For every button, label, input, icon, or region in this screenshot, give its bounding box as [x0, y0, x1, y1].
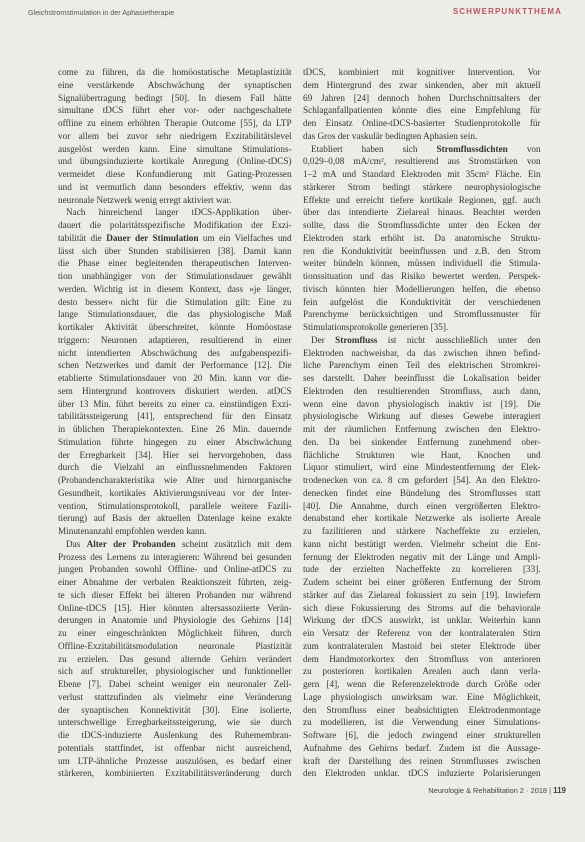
paragraph	[58, 66, 292, 206]
line-text: ausgelöst werden kann. Eine simultane Stimulations-	[58, 143, 292, 154]
line-text: ren die Konduktivität beeinflussen und z.B. den Strom	[303, 245, 541, 256]
line-text: gern [4], wenn die Referenzelektrode durch Größe oder	[303, 679, 541, 689]
text-line	[58, 474, 292, 487]
line-text: zu einer eingeschränkten Möglichkeit führen, durch	[58, 628, 292, 638]
line-text: kraft der Darstellung des reinen Stromflusses zwischen	[303, 755, 541, 766]
line-text: vermeidet diese Konfundierung mit Gating-Prozessen	[58, 169, 292, 179]
text-line	[303, 678, 541, 691]
line-text: stärkerer Strom bedingt stärkere neurophysiologische	[303, 181, 541, 192]
text-line	[58, 449, 292, 462]
text-line	[58, 500, 292, 513]
text-line	[58, 219, 292, 232]
line-text: weiter bündeln können, müssen individuell die Stimula-	[303, 258, 541, 269]
line-text: dem Handmotorkortex den Stromfluss von anterioren	[303, 653, 541, 664]
text-line	[303, 257, 541, 270]
line-text: Wirkung der tDCS auswirkt, ist unklar. Weiterhin kann	[303, 615, 541, 626]
line-text: eine verstärkende Abschwächung der synaptischen	[58, 79, 292, 90]
line-text: zu modellieren, ist die Verwendung einer Simulations-	[303, 717, 541, 728]
line-text: Schlaganfallpatienten könnte dies eine Empfehlung für	[303, 105, 541, 116]
text-line	[58, 130, 292, 143]
text-line	[303, 474, 541, 487]
text-line	[58, 653, 292, 666]
line-text: durch die Vielzahl an einflussnehmenden Faktoren	[58, 462, 292, 473]
line-text: Stimulationsprotokolle generieren [35].	[303, 322, 449, 332]
line-text: Software [6], die jedoch zwingend einer strukturellen	[303, 730, 541, 740]
line-text: zu erzielen. Das gesund alternde Gehirn verändert	[58, 653, 292, 664]
text-line	[303, 729, 541, 742]
text-line	[58, 767, 292, 780]
text-line	[58, 512, 292, 525]
text-line	[58, 614, 292, 627]
text-line	[58, 385, 292, 398]
line-text: dem Hintergrund des zwar sinkenden, aber mit aktuell	[303, 79, 541, 90]
line-text: denabstand eher kortikale Netzwerke als isolierte Areale	[303, 513, 541, 524]
line-text: Parenchyme berücksichtigen und Stromflussmuster für	[303, 309, 541, 320]
text-line	[303, 410, 541, 423]
line-text: 69 Jahren [24] dennoch hohen Durchschnittsalters der	[303, 92, 541, 103]
text-line	[303, 206, 541, 219]
text-line	[303, 359, 541, 372]
text-line	[58, 704, 292, 717]
line-text: lässt sich über Stunden stabilisieren [38]. Damit kann	[58, 245, 292, 256]
text-line	[58, 257, 292, 270]
text-line	[58, 372, 292, 385]
text-line	[58, 551, 292, 564]
text-line	[58, 436, 292, 449]
text-line	[58, 92, 292, 105]
line-text: in üblichen Therapiekontexten. Eine 26 Min. dauernde	[58, 424, 292, 434]
line-text: den Einsatz Online-tDCS-basierter Studienprotokolle für	[303, 118, 541, 128]
emphasis-term: Dauer der Stimulation	[106, 232, 199, 243]
line-text: Nach hinreichend langer tDCS-Applikation über-	[66, 207, 292, 218]
line-text: sich auf struktureller, physiologischer und funktioneller	[58, 666, 292, 677]
line-text: tDCS, kombiniert mit kognitiver Intervention. Vor	[303, 67, 541, 77]
text-line	[303, 155, 541, 168]
line-text: unterschwellige Erregbarkeitssteigerung, wie sie durch	[58, 717, 292, 728]
line-text: denecken findet eine Bündelung des Stromflusses statt	[303, 487, 541, 498]
text-line	[303, 525, 541, 538]
line-text: Online-tDCS [15]. Hier könnten altersassoziierte Verän-	[58, 602, 292, 613]
line-text: physiologische Wirkung auf dieses Gewebe interagiert	[303, 411, 541, 422]
line-text: Elektroden stark erhöht ist. Da anatomische Struktu-	[303, 232, 541, 243]
line-text: den. Da bei sinkender Entfernung zunehmend ober-	[303, 436, 541, 447]
line-text: und ist vermutlich dann besonders effektiv, wenn das	[58, 181, 292, 192]
line-text: te sich dieser Effekt bei älteren Probanden nur während	[58, 589, 292, 600]
paragraph	[58, 538, 292, 780]
line-text	[311, 144, 541, 154]
paragraph	[303, 143, 541, 334]
text-line	[303, 219, 541, 232]
text-line	[58, 461, 292, 474]
text-line	[58, 296, 292, 309]
text-line	[303, 194, 541, 207]
text-line	[58, 538, 292, 551]
line-text: simultane tDCS führt eher vor- oder nachgeschaltete	[58, 105, 292, 116]
page-footer	[428, 786, 566, 795]
text-line	[303, 347, 541, 360]
line-text: einer Abnahme der verbalen Reaktionszeit führten, zeig-	[58, 577, 292, 587]
text-line	[303, 589, 541, 602]
running-title: Gleichstromstimulation in der Aphasietherapie	[28, 8, 175, 17]
text-line	[58, 79, 292, 92]
line-text: die Phase einer begleitenden therapeutischen Interven-	[58, 258, 292, 269]
page-number: 119	[553, 786, 566, 795]
line-text: zu posterioren kortikalen Arealen auch dann verla-	[303, 666, 541, 677]
text-line	[58, 104, 292, 117]
text-line	[303, 181, 541, 194]
text-line	[303, 691, 541, 704]
text-line	[58, 206, 292, 219]
text-line	[58, 691, 292, 704]
line-text: der synaptischen Konnektivität [30]. Eine isolierte,	[58, 704, 292, 715]
line-text: Signalübertragung bedingt [50]. In diesem Fall hätte	[58, 92, 292, 103]
line-text: die tDCS-induzierte Auslenkung des Ruhemembran-	[58, 730, 292, 740]
text-segment: Das	[66, 538, 87, 549]
text-line	[58, 423, 292, 436]
text-line	[303, 321, 541, 334]
text-line	[303, 104, 541, 117]
text-line	[303, 716, 541, 729]
text-segment: Etabliert haben sich	[311, 143, 437, 154]
text-line	[303, 500, 541, 513]
text-line	[58, 308, 292, 321]
line-text: Elektroden nachweisbar, da das zwischen ihnen befind-	[303, 347, 541, 358]
line-text: trodenecken von ca. 8 cm gefordert [54]. An den Elektro-	[303, 475, 541, 485]
text-line	[58, 232, 292, 245]
text-line	[303, 308, 541, 321]
line-text: um LTP-ähnliche Prozesse auszulösen, es bedarf einer	[58, 755, 292, 766]
line-text: neuronale Netzwerk wenig erregt aktiviert war.	[58, 194, 232, 205]
text-line	[303, 385, 541, 398]
text-line	[58, 640, 292, 653]
line-text: Prozess des Lernens zu interagieren: Während bei gesunden	[58, 551, 292, 562]
line-text: Zudem scheint bei einer größeren Entfernung der Strom	[303, 577, 541, 587]
line-text: über das intendierte Zielareal hinaus. Beachtet werden	[303, 207, 541, 218]
line-text: ein Versatz der Referenz von der kontralateralen Stirn	[303, 628, 541, 638]
line-text: sich diese Fokussierung des Stroms auf die behaviorale	[303, 602, 541, 613]
line-text: über 13 Min. führt bereits zu einer ca. einstündigen Exzi-	[58, 398, 292, 409]
text-line	[303, 79, 541, 92]
text-line	[303, 563, 541, 576]
text-segment: ist nicht ausschließlich unter den	[377, 334, 541, 345]
line-text: Elektroden den resultierenden Stromfluss, auch dann,	[303, 385, 541, 396]
text-segment: scheint zusätzlich mit dem	[175, 538, 292, 549]
line-text: fein aufgelöst die Konduktivität der verschiedenen	[303, 296, 541, 307]
text-line	[303, 538, 541, 551]
text-line	[303, 487, 541, 500]
line-text: mit der räumlichen Entfernung zwischen den Elektro-	[303, 424, 541, 434]
text-line	[303, 576, 541, 589]
line-text: jungen Probanden sowohl Offline- und Online-atDCS zu	[58, 564, 292, 575]
text-segment: von	[507, 143, 541, 154]
line-text: und übungsinduzierte kortikale Anregung (Online-tDCS)	[58, 156, 292, 167]
line-text: derungen in Anatomie und Physiologie des Gehirns [14]	[58, 615, 292, 626]
text-line	[58, 716, 292, 729]
line-text: das Gros der vaskulär bedingten Aphasien sein.	[303, 130, 478, 141]
line-text: stärker auf das Zielareal fokussiert zu sein [19]. Inwiefern	[303, 589, 541, 600]
line-text: Aufnahme des Gehirns bedarf. Zudem ist die Aussage-	[303, 742, 541, 753]
line-text: tionssituation und das Risiko bewertet werden. Perspek-	[303, 271, 541, 281]
text-line	[303, 296, 541, 309]
line-text: Minutenanzahl empfohlen werden kann.	[58, 526, 207, 536]
text-line	[303, 767, 541, 780]
line-text: der Erregbarkeit [34]. Hier sei hervorgehoben, dass	[58, 449, 292, 460]
text-line	[58, 589, 292, 602]
paragraph	[303, 66, 541, 143]
text-line	[303, 512, 541, 525]
text-line	[58, 525, 292, 538]
text-line	[303, 423, 541, 436]
text-line	[58, 66, 292, 79]
line-text: Ebene [7]. Dabei scheint weniger ein neuronaler Zell-	[58, 679, 292, 689]
text-line	[303, 372, 541, 385]
line-text: wenn eine davon physiologisch inaktiv ist [19]. Die	[303, 398, 541, 409]
line-text: tion unabhängiger von der Stimulationsdauer gewählt	[58, 271, 292, 281]
line-text: zum kontralateralen Mastoid bei steter Elektrode über	[303, 640, 541, 651]
text-line	[303, 602, 541, 615]
text-line	[303, 66, 541, 79]
text-line	[58, 359, 292, 372]
text-segment: tabilität die	[58, 232, 107, 243]
line-text: lange Stimulationsdauer, die das physiologische Maß	[58, 309, 292, 320]
text-line	[303, 232, 541, 245]
text-line	[303, 704, 541, 717]
line-text: 1–2 mA und Standard Elektroden mit 35cm² Fläche. Ein	[303, 169, 541, 179]
line-text: nicht intendierten Abschwächung des aufgabenspezifi-	[58, 347, 292, 358]
text-line	[58, 194, 292, 207]
paragraph	[58, 206, 292, 538]
text-line	[303, 270, 541, 283]
line-text	[58, 233, 292, 243]
text-line	[303, 449, 541, 462]
line-text: liche Parenchym einen Teil des elektrischen Stromkrei-	[303, 360, 541, 371]
line-text: potentials stattfindet, ist offenbar nicht ausreichend,	[58, 742, 292, 753]
text-line	[303, 665, 541, 678]
line-text: tabilitätssteigerung [41], entsprechend für den Einsatz	[58, 411, 292, 422]
text-line	[303, 130, 541, 143]
text-line	[58, 627, 292, 640]
text-line	[58, 245, 292, 258]
text-line	[58, 334, 292, 347]
text-line	[303, 742, 541, 755]
line-text: tierung) auf Basis der aktuellen Datenlage keine exakte	[58, 513, 292, 524]
text-line	[303, 436, 541, 449]
line-text	[311, 335, 541, 345]
line-text: ses darstellt. Daher beeinflusst die Lokalisation beider	[303, 373, 541, 383]
text-line	[303, 551, 541, 564]
text-line	[58, 347, 292, 360]
text-line	[58, 155, 292, 168]
line-text: tude der erzielten Nacheffekte zu korrelieren [33].	[303, 564, 541, 575]
text-line	[58, 742, 292, 755]
line-text: come zu führen, da die homöostatische Metaplastizität	[58, 67, 292, 77]
line-text: flächliche Strukturen wie Haut, Knochen und	[303, 449, 541, 460]
text-segment: Der	[311, 334, 336, 345]
emphasis-term: Stromfluss	[335, 334, 378, 345]
line-text: vention, Stimulationsprotokoll, parallele weitere Fazili-	[58, 500, 292, 511]
journal-issue: 2 · 2018	[519, 786, 548, 795]
line-text: Lage physiologisch unwirksam war. Eine Möglichkeit,	[303, 691, 541, 702]
text-segment: um ein Vielfaches und	[198, 232, 292, 243]
text-line	[303, 461, 541, 474]
text-line	[303, 92, 541, 105]
line-text: den Elektroden unklar. tDCS induzierte Polarisierungen	[303, 768, 541, 779]
text-line	[303, 334, 541, 347]
paragraph	[303, 334, 541, 780]
text-line	[303, 755, 541, 768]
right-column	[303, 66, 541, 780]
text-line	[303, 398, 541, 411]
text-line	[58, 665, 292, 678]
line-text: Stimulation führte hingegen zu einer Abschwächung	[58, 436, 292, 447]
emphasis-term: Stromflussdichten	[436, 143, 508, 154]
text-line	[303, 627, 541, 640]
text-line	[58, 117, 292, 130]
text-line	[58, 283, 292, 296]
line-text: vor allem bei zuvor sehr niedrigem Exzitabilitätslevel	[58, 130, 292, 141]
line-text	[66, 539, 292, 549]
footer-separator: |	[549, 786, 552, 795]
line-text: triggern: Neuronen adaptieren, resultierend in einer	[58, 334, 292, 345]
line-text: Liquor stimuliert, wird eine Mindestentfernung der Elek-	[303, 462, 541, 473]
text-line	[58, 398, 292, 411]
text-line	[58, 678, 292, 691]
line-text: offline zu einem erhöhten Therapie Outcome [55], da LTP	[58, 118, 292, 128]
text-line	[58, 270, 292, 283]
journal-name: Neurologie & Rehabilitation	[428, 786, 518, 795]
line-text: 0,029–0,08 mA/cm², resultierend aus Stromstärken von	[303, 156, 541, 167]
text-line	[58, 321, 292, 334]
line-text: dauert die polaritätsspezifische Modifikation der Exzi-	[58, 220, 292, 230]
text-line	[303, 117, 541, 130]
line-text: etablierte Stimulationsdauer von 20 Min. kann vor die-	[58, 373, 292, 383]
text-line	[58, 168, 292, 181]
line-text: [40]. Die Annahme, durch einen vergrößerten Elektro-	[303, 500, 541, 511]
text-line	[303, 168, 541, 181]
line-text: Effekte und erreicht tiefere kortikale Regionen, ggf. auch	[303, 194, 541, 205]
line-text: tivisch könnten hier Modellierungen helfen, die ebenso	[303, 283, 541, 294]
text-line	[58, 410, 292, 423]
text-line	[58, 729, 292, 742]
line-text: (Probandencharakteristika wie Alter und hirnorganische	[58, 475, 292, 485]
text-line	[303, 640, 541, 653]
text-line	[303, 653, 541, 666]
text-line	[58, 755, 292, 768]
text-line	[303, 245, 541, 258]
line-text: sollte, dass die Stromflussdichte unter den Ecken der	[303, 220, 541, 230]
section-label: SCHWERPUNKTTHEMA	[452, 7, 562, 16]
text-line	[303, 143, 541, 156]
text-line	[58, 487, 292, 500]
line-text: sem Hintergrund kontrovers diskutiert werden. atDCS	[58, 385, 292, 396]
text-line	[58, 143, 292, 156]
line-text: schen Netzwerkes und damit der Performance [12]. Die	[58, 360, 292, 371]
text-line	[58, 576, 292, 589]
line-text: den Stromfluss einer beabsichtigten Elektrodenmontage	[303, 704, 541, 715]
line-text: fernung der Elektroden negativ mit der Länge und Ampli-	[303, 551, 541, 562]
line-text: Gesundheit, kortikales Aktivierungsniveau vor der Inter-	[58, 487, 292, 498]
line-text: stärkeren, kombinierten Exzitabilitätsveränderung durch	[58, 768, 292, 779]
line-text: werden. Wichtig ist in diesem Kontext, dass »je länger,	[58, 283, 292, 294]
text-line	[303, 614, 541, 627]
left-column	[58, 66, 292, 780]
text-line	[58, 563, 292, 576]
line-text: kann nicht bestätigt werden. Vielmehr scheint die Ent-	[303, 538, 541, 549]
emphasis-term: Alter der Probanden	[86, 538, 176, 549]
text-line	[303, 283, 541, 296]
text-line	[58, 602, 292, 615]
line-text: Offline-Exzitabilitätsmodulation neuronale Plastizität	[58, 640, 292, 651]
line-text: verlust stattzufinden als vielmehr eine Veränderung	[58, 691, 292, 702]
text-line	[58, 181, 292, 194]
line-text: kortikaler Aktivität überschreitet, könnte Homöostase	[58, 322, 292, 332]
line-text: desto besser« nicht für die Stimulation gilt: Eine zu	[58, 296, 292, 307]
line-text: zu fazilitieren und stärkere Nacheffekte zu erzielen,	[303, 526, 541, 536]
